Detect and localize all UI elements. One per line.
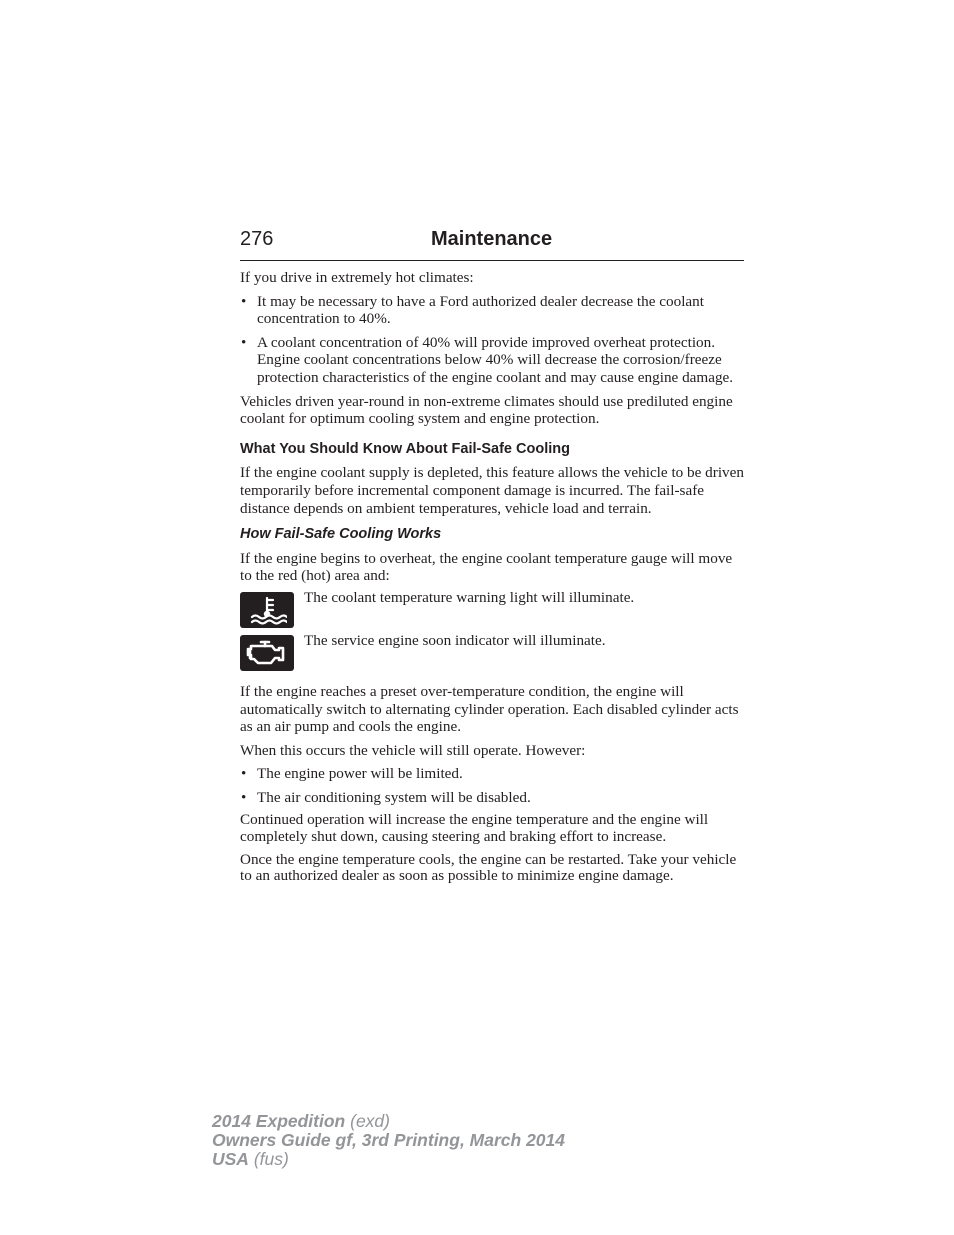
- footer-line-2: Owners Guide gf, 3rd Printing, March 2014: [212, 1130, 565, 1150]
- failsafe-paragraph: If the engine coolant supply is depleted, this feature allows the vehicle to be driven temporarily before incremental component damage is incurred. The fail-safe distance depends on ambient temperatures, vehicle load and terrain.: [240, 464, 744, 517]
- continued-paragraph: Continued operation will increase the engine temperature and the engine will completely shut down, causing steering and braking effort to increase.: [240, 811, 709, 846]
- once-paragraph: Once the engine temperature cools, the engine can be restarted. Take your vehicle to an authorized dealer as soon as possible to minimize engine damage.: [240, 850, 737, 885]
- bullet-icon: •: [241, 788, 247, 806]
- page-header: [240, 228, 744, 261]
- coolant-light-text: The coolant temperature warning light will illuminate.: [304, 588, 635, 606]
- engine-icon: [240, 635, 294, 671]
- list-item: • It may be necessary to have a Ford authorized dealer decrease the coolant concentration to 40%.: [241, 292, 704, 328]
- service-engine-text: The service engine soon indicator will illuminate.: [304, 631, 606, 649]
- page-footer: [212, 1112, 565, 1169]
- overheat-paragraph: If the engine begins to overheat, the engine coolant temperature gauge will move to the red (hot) area and:: [240, 549, 733, 585]
- operate-list: [240, 765, 744, 806]
- page-number: 276: [240, 228, 274, 250]
- indicator-row: [240, 631, 744, 671]
- heading-how-it-works: How Fail-Safe Cooling Works: [240, 526, 442, 543]
- footer-line-3: USA (fus): [212, 1149, 289, 1169]
- heading-failsafe: What You Should Know About Fail-Safe Cooling: [240, 440, 570, 457]
- bullet-icon: •: [241, 765, 247, 783]
- intro-paragraph: If you drive in extremely hot climates:: [240, 269, 474, 286]
- list-item: • The engine power will be limited.: [241, 765, 463, 783]
- over-temp-paragraph: If the engine reaches a preset over-temperature condition, the engine will automatically switch to alternating cylinder operation. Each disabled cylinder acts as an air pump and cools the engine.: [240, 682, 739, 736]
- footer-line-1: 2014 Expedition (exd): [212, 1111, 390, 1131]
- page-content: [240, 228, 744, 884]
- bullet-icon: •: [241, 292, 247, 310]
- section-title: Maintenance: [431, 228, 553, 250]
- list-item: • The air conditioning system will be disabled.: [241, 788, 531, 806]
- still-operate-paragraph: When this occurs the vehicle will still operate. However:: [240, 741, 586, 759]
- coolant-temperature-icon: [240, 592, 294, 628]
- non-extreme-paragraph: Vehicles driven year-round in non-extreme climates should use prediluted engine coolant for optimum cooling system and engine protection.: [240, 392, 733, 428]
- list-item: • A coolant concentration of 40% will provide improved overheat protection. Engine coolant concentrations below 40% will decrease the corrosion/freeze protection characteristics of the engine coolant and may cause engine damage.: [241, 333, 734, 386]
- indicator-row: [240, 588, 744, 628]
- bullet-icon: •: [241, 333, 247, 351]
- hot-climate-list: [240, 293, 744, 387]
